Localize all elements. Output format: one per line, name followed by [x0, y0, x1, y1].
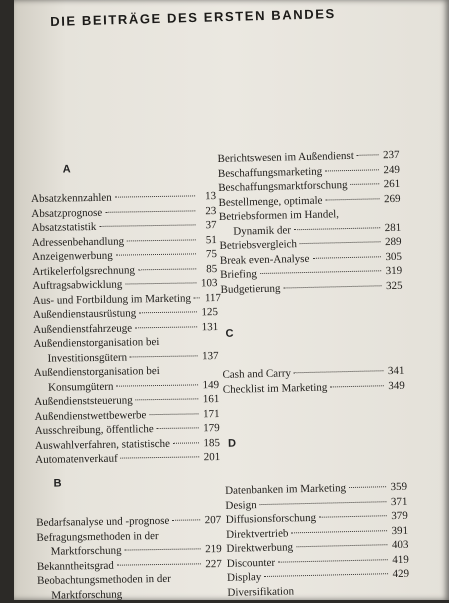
entry-title: Berichtswesen im Außendienst — [217, 149, 354, 167]
entry-page-number: 237 — [381, 148, 399, 163]
entry-title: Beschaffungsmarktforschung — [218, 178, 348, 195]
index-entry — [227, 581, 409, 600]
entry-page-number: 371 — [389, 494, 407, 509]
dot-leader — [139, 311, 197, 313]
entry-title: Design — [225, 498, 256, 513]
entry-page-number: 227 — [204, 557, 222, 572]
entry-title: Absatzkennzahlen — [31, 191, 112, 207]
entry-title: Bekanntheitsgrad — [37, 558, 114, 574]
entry-title: Außendienststeuerung — [34, 393, 133, 409]
entry-page-number: 125 — [200, 305, 218, 320]
entry-title: Außendienstorganisation bei — [34, 364, 160, 380]
entry-title: Absatzprognose — [31, 205, 102, 221]
index-entry — [223, 378, 405, 397]
dot-leader — [172, 519, 200, 520]
dot-leader — [105, 210, 195, 212]
entry-title: Befragungsmethoden in der — [36, 529, 158, 545]
entry-page-number: 85 — [199, 262, 217, 277]
section-letter-b: B — [54, 478, 62, 490]
entry-page-number: 341 — [386, 364, 404, 379]
dot-leader — [325, 169, 379, 171]
dot-leader — [297, 589, 388, 591]
entry-page-number: 249 — [382, 162, 400, 177]
entry-title: Betriebsformen im Handel, — [219, 207, 339, 224]
entry-page-number: 161 — [201, 392, 219, 407]
dot-leader — [117, 563, 201, 565]
entry-page-number: 289 — [383, 235, 401, 250]
dot-leader — [138, 268, 196, 270]
entry-title: Auswahlverfahren, statistische — [35, 436, 170, 453]
dot-leader — [162, 535, 201, 536]
dot-leader — [194, 297, 200, 298]
dot-leader — [294, 227, 380, 230]
entry-page-number: 281 — [383, 220, 401, 235]
entry-title: Außendienstfahrzeuge — [33, 321, 132, 337]
dot-leader — [130, 355, 198, 357]
dot-leader — [342, 213, 380, 214]
dot-leader — [330, 385, 384, 387]
entry-title: Ausschreibung, öffentliche — [35, 422, 154, 438]
index-entry — [33, 291, 218, 308]
entry-page-number: 419 — [391, 552, 409, 567]
entry-page-number: 269 — [382, 191, 400, 206]
dot-leader — [127, 239, 196, 241]
dot-leader — [135, 326, 197, 328]
dot-leader — [291, 530, 387, 533]
entry-page-number: 325 — [384, 278, 402, 293]
entry-page-number: 117 — [203, 291, 221, 306]
dot-leader — [149, 413, 198, 415]
entry-title: Budgetierung — [220, 281, 280, 297]
entry-page-number: 103 — [199, 276, 217, 291]
dot-leader — [357, 154, 379, 155]
section-d-entries — [225, 480, 410, 600]
entry-page-number: 23 — [198, 204, 216, 219]
dot-leader — [325, 198, 379, 200]
dot-leader — [125, 282, 196, 284]
entry-title: Außendienstausrüstung — [33, 306, 136, 322]
entry-page-number: 171 — [201, 407, 219, 422]
entry-title: Investitionsgütern — [34, 350, 128, 366]
entry-title: Marktforschung — [37, 544, 122, 560]
section-c-entries — [222, 364, 405, 397]
entry-page-number: 403 — [390, 538, 408, 553]
entry-title: Beobachtungsmethoden in der — [37, 572, 171, 589]
entry-page-number: 201 — [202, 450, 220, 465]
entry-page-number: 319 — [384, 264, 402, 279]
section-letter-c: C — [225, 328, 233, 340]
dot-leader — [296, 544, 387, 547]
entry-title: Diversifikation — [227, 584, 294, 600]
dot-leader — [173, 442, 199, 443]
entry-title: Außendienstorganisation bei — [33, 335, 159, 351]
dot-leader — [125, 593, 201, 594]
entry-page-number: 379 — [390, 509, 408, 524]
dot-leader — [351, 183, 380, 185]
entry-title: Bedarfsanalyse und -prognose — [36, 514, 169, 531]
entry-title: Auftragsabwicklung — [32, 278, 122, 294]
section-letter-a: A — [63, 163, 71, 175]
entry-title: Marktforschung — [37, 587, 122, 603]
entry-title: Beschaffungsmarketing — [218, 164, 323, 181]
dot-leader — [300, 241, 381, 244]
entry-page-number: 149 — [201, 378, 219, 393]
section-b-continued-entries — [217, 148, 402, 297]
dot-leader — [162, 341, 197, 342]
dot-leader — [116, 384, 198, 386]
entry-title: Diffusionsforschung — [226, 511, 317, 528]
entry-page-number: 391 — [390, 523, 408, 538]
book-page — [14, 0, 449, 600]
section-letter-d: D — [228, 438, 236, 450]
entry-title: Automatenverkauf — [35, 452, 118, 468]
index-entry — [37, 586, 222, 603]
section-b-entries — [36, 513, 222, 603]
entry-title: Absatzstatistik — [31, 220, 96, 236]
entry-title: Briefing — [220, 267, 257, 282]
entry-page-number: 429 — [391, 567, 409, 582]
entry-title: Anzeigenwerbung — [32, 249, 113, 265]
index-entry — [35, 450, 220, 467]
entry-page-number: 51 — [199, 233, 217, 248]
dot-leader — [283, 285, 381, 288]
dot-leader — [319, 515, 387, 518]
dot-leader — [278, 559, 388, 562]
dot-leader — [264, 573, 388, 577]
entry-title: Dynamik der — [219, 223, 291, 239]
entry-title: Direktwerbung — [226, 540, 293, 556]
entry-title: Cash and Carry — [222, 366, 291, 382]
entry-title: Checklist im Marketing — [223, 380, 328, 397]
dot-leader — [294, 370, 384, 373]
entry-page-number: 261 — [382, 177, 400, 192]
dot-leader — [157, 427, 199, 429]
entry-page-number: 219 — [204, 542, 222, 557]
entry-page-number: 75 — [199, 247, 217, 262]
entry-title: Betriebsvergleich — [219, 237, 297, 253]
entry-page-number: 185 — [202, 436, 220, 451]
entry-title: Artikelerfolgsrechnung — [32, 263, 135, 279]
dot-leader — [349, 486, 386, 488]
entry-title: Break even-Analyse — [220, 251, 310, 268]
entry-title: Datenbanken im Marketing — [225, 481, 346, 498]
entry-title: Direktvertrieb — [226, 526, 289, 542]
dot-leader — [116, 253, 196, 255]
index-entry — [220, 278, 402, 297]
entry-title: Aus- und Fortbildung im Marketing — [33, 291, 191, 308]
entry-title: Bestellmenge, optimale — [218, 193, 322, 210]
dot-leader — [99, 224, 195, 227]
dot-leader — [136, 398, 199, 400]
entry-page-number: 131 — [200, 320, 218, 335]
entry-title: Adressenbehandlung — [32, 234, 124, 250]
entry-page-number: 207 — [203, 513, 221, 528]
entry-title: Discounter — [227, 555, 276, 571]
entry-title: Display — [227, 570, 262, 585]
dot-leader — [115, 195, 195, 197]
dot-leader — [312, 256, 381, 259]
section-a-entries — [31, 189, 220, 467]
entry-page-number: 37 — [198, 218, 216, 233]
dot-leader — [121, 456, 200, 458]
entry-page-number: 137 — [201, 349, 219, 364]
dot-leader — [260, 501, 387, 505]
entry-page-number: 305 — [384, 249, 402, 264]
entry-page-number: 179 — [202, 421, 220, 436]
entry-page-number: 13 — [198, 189, 216, 204]
dot-leader — [163, 370, 198, 371]
entry-page-number: 359 — [389, 480, 407, 495]
page-heading: DIE BEITRÄGE DES ERSTEN BANDES — [50, 6, 336, 29]
entry-title: Konsumgütern — [34, 379, 114, 395]
entry-page-number: 349 — [387, 378, 405, 393]
dot-leader — [125, 548, 201, 550]
dot-leader — [260, 270, 381, 274]
entry-title: Außendienstwettbewerbe — [34, 408, 146, 424]
